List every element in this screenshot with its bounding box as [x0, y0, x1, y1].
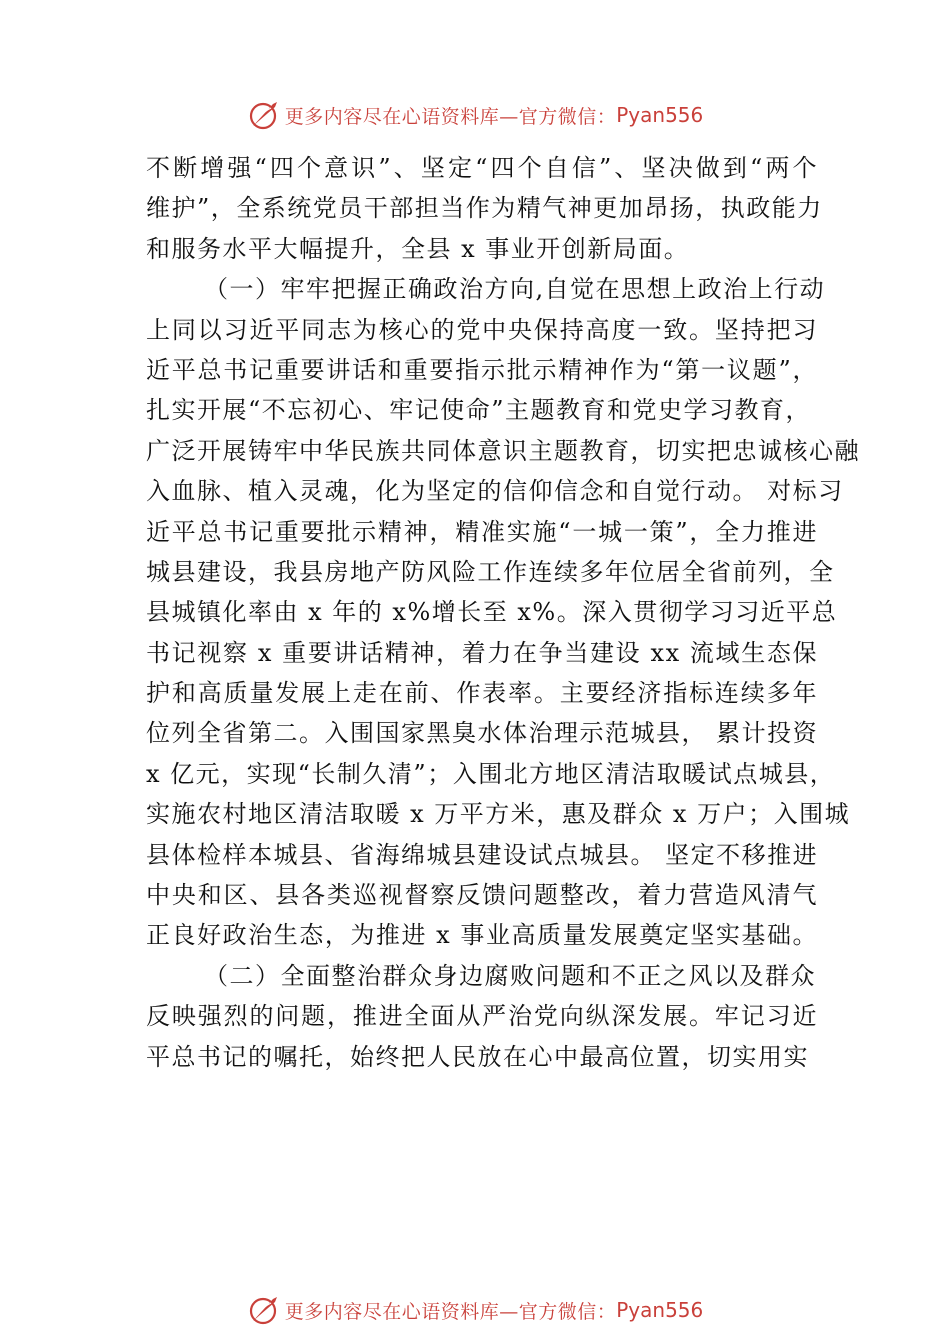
section-heading-1: （一）牢牢把握正确政治方向,自觉在思想上政治上行动 — [204, 275, 826, 304]
text-line: 县城镇化率由 x 年的 x%增长至 x%。深入贯彻学习习近平总 — [146, 598, 838, 627]
text-line: 近平总书记重要讲话和重要指示批示精神作为“第一议题”， — [146, 355, 818, 384]
text-line: 广泛开展铸牢中华民族共同体意识主题教育，切实把忠诚核心融 — [146, 436, 860, 465]
footer-watermark — [0, 1290, 950, 1330]
text-line: 和服务水平大幅提升，全县 x 事业开创新局面。 — [146, 234, 690, 263]
watermark-handle: Pyan556 — [616, 1298, 704, 1322]
text-line: 书记视察 x 重要讲话精神，着力在争当建设 xx 流域生态保 — [146, 638, 818, 667]
text-line: 护和高质量发展上走在前、作表率。主要经济指标连续多年 — [146, 679, 818, 708]
text-line: 正良好政治生态，为推进 x 事业高质量发展奠定坚实基础。 — [146, 921, 818, 950]
text-line: 入血脉、植入灵魂，化为坚定的信仰信念和自觉行动。 对标习 — [146, 477, 844, 506]
watermark-handle: Pyan556 — [616, 103, 704, 127]
text-line: 位列全省第二。入围国家黑臭水体治理示范城县， 累计投资 — [146, 719, 819, 748]
text-line: 维护”，全系统党员干部担当作为精气神更加昂扬，执政能力 — [146, 194, 823, 223]
text-line: 近平总书记重要批示精神，精准实施“一城一策”，全力推进 — [146, 517, 818, 546]
text-line: 县体检样本城县、省海绵城县建设试点城县。 坚定不移推进 — [146, 840, 819, 869]
text-line: 不断增强“四个意识”、坚定“四个自信”、坚决做到“两个 — [146, 154, 818, 182]
watermark-text: 更多内容尽在心语资料库—官方微信： — [284, 1300, 617, 1323]
document-body — [146, 148, 860, 1077]
quill-logo-icon — [247, 98, 281, 132]
text-line: 上同以习近平同志为核心的党中央保持高度一致。坚持把习 — [146, 315, 818, 344]
text-line: 反映强烈的问题，推进全面从严治党向纵深发展。牢记习近 — [146, 1002, 818, 1031]
text-line: 扎实开展“不忘初心、牢记使命”主题教育和党史学习教育， — [146, 396, 812, 425]
watermark-text: 更多内容尽在心语资料库—官方微信： — [284, 105, 617, 128]
text-line: x 亿元，实现“长制久清”；入围北方地区清洁取暖试点城县， — [146, 759, 836, 788]
header-watermark — [0, 95, 950, 135]
quill-logo-icon — [247, 1293, 281, 1327]
section-heading-2: （二）全面整治群众身边腐败问题和不正之风以及群众 — [204, 961, 816, 990]
text-line: 城县建设，我县房地产防风险工作连续多年位居全省前列，全 — [146, 557, 835, 586]
text-line: 中央和区、县各类巡视督察反馈问题整改，着力营造风清气 — [146, 881, 818, 910]
text-line: 平总书记的嘱托，始终把人民放在心中最高位置，切实用实 — [146, 1042, 809, 1071]
text-line: 实施农村地区清洁取暖 x 万平方米，惠及群众 x 万户；入围城 — [146, 800, 851, 829]
